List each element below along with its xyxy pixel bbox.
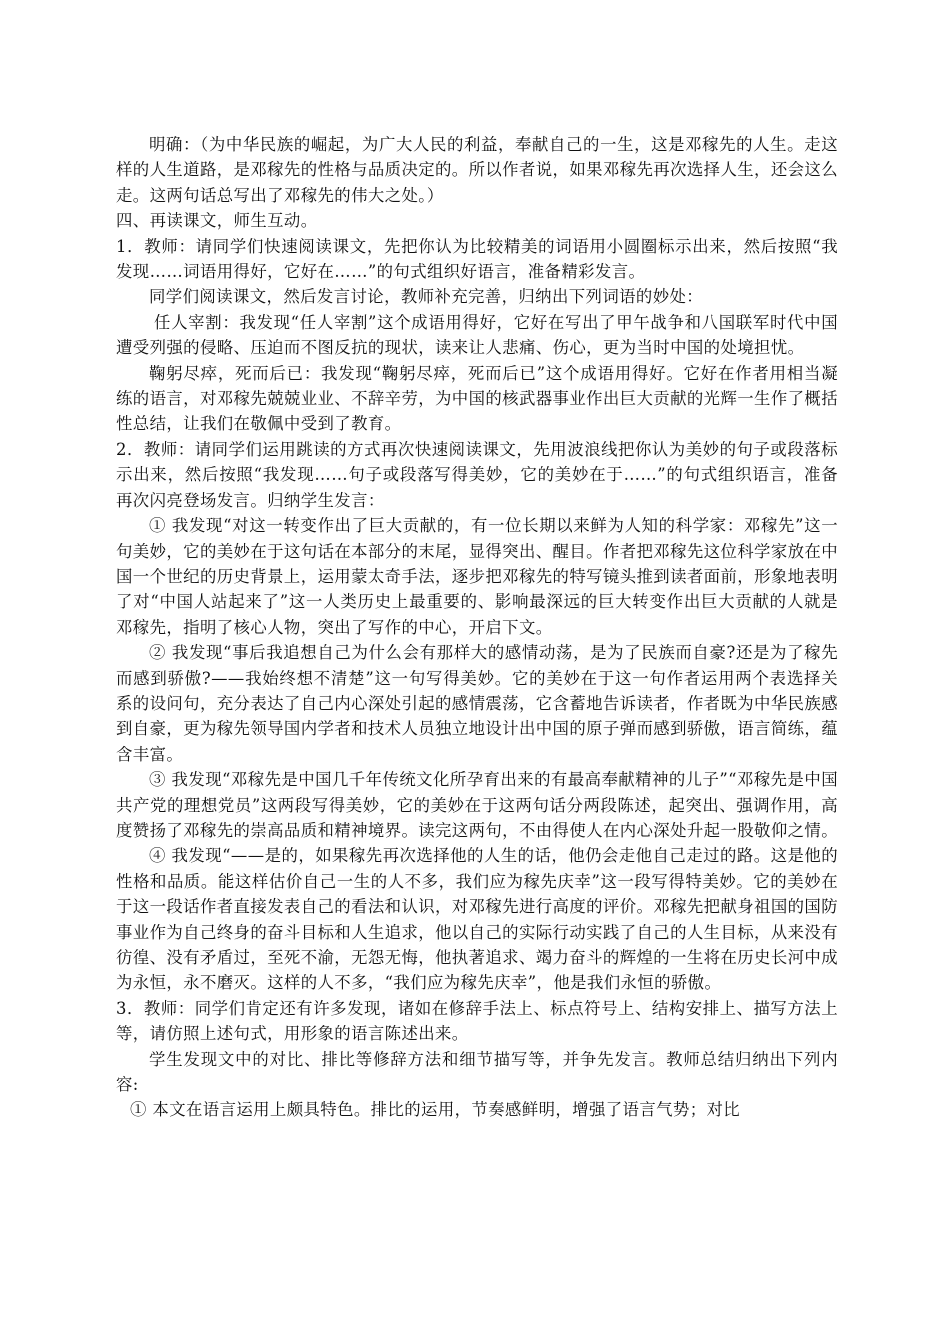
task-2-paragraph: 2．教师：请同学们运用跳读的方式再次快速阅读课文，先用波浪线把你认为美妙的句子或段落标示出来，然后按照“我发现……句子或段落写得美妙，它的美妙在于……”的句式组织语言，准备再次闪亮登场发言。归纳学生发言： [116,439,838,510]
section-heading: 四、再读课文，师生互动。 [116,211,318,231]
answer-paragraph: 明确：（为中华民族的崛起，为广大人民的利益，奉献自己的一生，这是邓稼先的人生。走这样的人生道路，是邓稼先的性格与品质决定的。所以作者说，如果邓稼先再次选择人生，还会这么走。这两句话总写出了邓稼先的伟大之处。） [116,135,838,205]
sentence-analysis-2: ② 我发现“事后我追想自己为什么会有那样大的感情动荡，是为了民族而自豪?还是为了稼先而感到骄傲?——我始终想不清楚”这一句写得美妙。它的美妙在于这一句作者运用两个表选择关系的设问句，充分表达了自己内心深处引起的感情震荡，它含蓄地告诉读者，作者既为中华民族感到自豪，更为稼先领导国内学者和技术人员独立地设计出中国的原子弹而感到骄傲，语言简练，蕴含丰富。 [116,643,838,764]
sentence-analysis-1: ① 我发现“对这一转变作出了巨大贡献的，有一位长期以来鲜为人知的科学家：邓稼先”这一句美妙，它的美妙在于这句话在本部分的末尾，显得突出、醒目。作者把邓稼先这位科学家放在中国一个世纪的历史背景上，运用蒙太奇手法，逐步把邓稼先的特写镜头推到读者面前，形象地表明了对“中国人站起来了”这一人类历史上最重要的、影响最深远的巨大转变作出巨大贡献的人就是邓稼先，指明了核心人物，突出了写作的中心，开启下文。 [116,516,838,637]
sentence-analysis-3: ③ 我发现“邓稼先是中国几千年传统文化所孕育出来的有最高奉献精神的儿子”“邓稼先是中国共产党的理想党员”这两段写得美妙，它的美妙在于这两句话分两段陈述，起突出、强调作用，高度赞扬了邓稼先的崇高品质和精神境界。读完这两句，不由得使人在内心深处升起一股敬仰之情。 [116,770,838,840]
task-3-paragraph: 3．教师：同学们肯定还有许多发现，诸如在修辞手法上、标点符号上、结构安排上、描写方法上等，请仿照上述句式，用形象的语言陈述出来。 [116,998,838,1044]
sentence-analysis-4: ④ 我发现“——是的，如果稼先再次选择他的人生的话，他仍会走他自己走过的路。这是他的性格和品质。能这样估价自己一生的人不多，我们应为稼先庆幸”这一段写得特美妙。它的美妙在于这一段话作者直接发表自己的看法和认识，对邓稼先进行高度的评价。邓稼先把献身祖国的国防事业作为自己终身的奋斗目标和人生追求，他以自己的实际行动实践了自己的人生目标，从来没有彷徨、没有矛盾过，至死不渝，无怨无悔，他执著追求、竭力奋斗的辉煌的一生将在历史长河中成为永恒，永不磨灭。这样的人不多，“我们应为稼先庆幸”，他是我们永恒的骄傲。 [116,846,838,993]
task-1-paragraph: 1．教师：请同学们快速阅读课文，先把你认为比较精美的词语用小圆圈标示出来，然后按照“我发现……词语用得好，它好在……”的句式组织好语言，准备精彩发言。 [116,236,838,282]
phrase-analysis-1: 任人宰割：我发现“任人宰割”这个成语用得好，它好在写出了甲午战争和八国联军时代中国遭受列强的侵略、压迫而不图反抗的现状，读来让人悲痛、伤心，更为当时中国的处境担忧。 [116,312,838,358]
summary-intro-paragraph: 学生发现文中的对比、排比等修辞方法和细节描写等，并争先发言。教师总结归纳出下列内容: [116,1049,838,1095]
summary-point-1: ① 本文在语言运用上颇具特色。排比的运用，节奏感鲜明，增强了语言气势；对比 [130,1100,741,1120]
discussion-paragraph: 同学们阅读课文，然后发言讨论，教师补充完善，归纳出下列词语的妙处： [149,287,704,307]
phrase-analysis-2: 鞠躬尽瘁，死而后已：我发现“鞠躬尽瘁，死而后已”这个成语用得好。它好在作者用相当凝练的语言，对邓稼先兢兢业业、不辞辛劳，为中国的核武器事业作出巨大贡献的光辉一生作了概括性总结，让我们在敬佩中受到了教育。 [116,363,838,434]
document-page [116,132,838,1123]
